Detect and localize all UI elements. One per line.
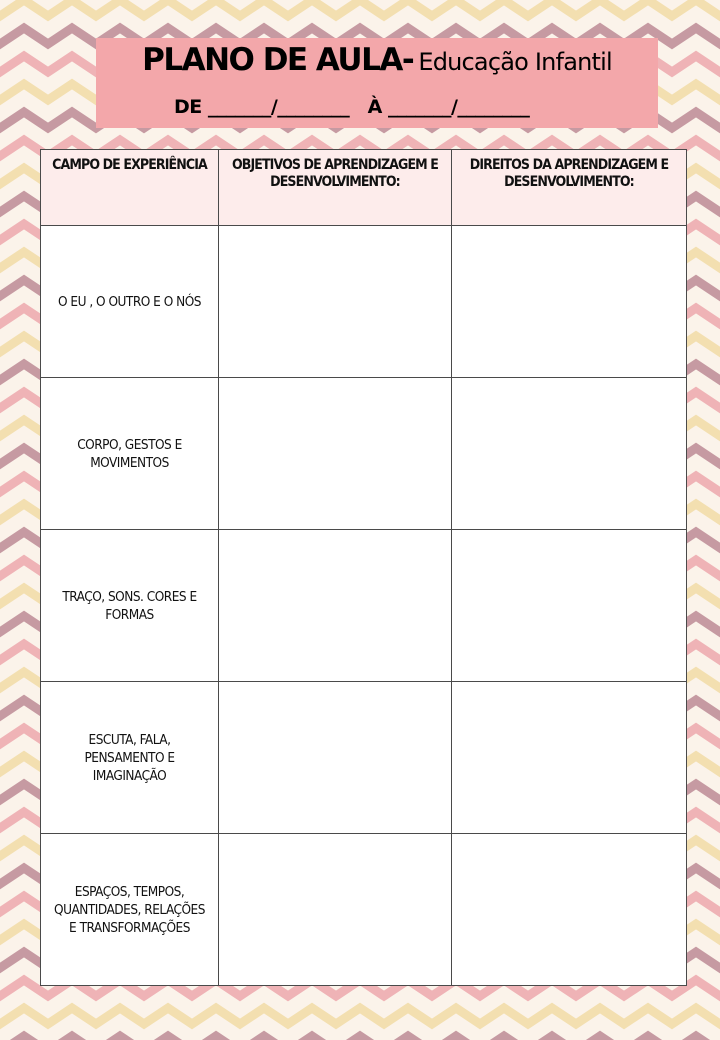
direitos-cell[interactable]: [452, 834, 687, 986]
objetivos-cell[interactable]: [219, 682, 452, 834]
objetivos-cell[interactable]: [219, 530, 452, 682]
objetivos-cell[interactable]: [219, 226, 452, 378]
title-main: PLANO DE AULA: [142, 42, 402, 78]
objetivos-cell[interactable]: [219, 378, 452, 530]
header-objetivos: OBJETIVOS DE APRENDIZAGEM E DESENVOLVIMENTO:: [219, 150, 452, 226]
campo-label: CORPO, GESTOS E MOVIMENTOS: [77, 436, 182, 471]
objetivos-cell[interactable]: [219, 834, 452, 986]
table-row: [41, 834, 687, 986]
campo-label: O EU , O OUTRO E O NÓS: [58, 293, 201, 310]
table-header-row: [41, 150, 687, 226]
table-row: [41, 378, 687, 530]
campo-cell: [41, 834, 219, 986]
table-row: [41, 530, 687, 682]
direitos-cell[interactable]: [452, 378, 687, 530]
direitos-cell[interactable]: [452, 682, 687, 834]
header-direitos: DIREITOS DA APRENDIZAGEM E DESENVOLVIMENTO:: [452, 150, 687, 226]
campo-label: ESCUTA, FALA, PENSAMENTO E IMAGINAÇÃO: [84, 731, 175, 784]
table-row: [41, 682, 687, 834]
campo-label: TRAÇO, SONS. CORES E FORMAS: [62, 588, 197, 623]
campo-cell: [41, 378, 219, 530]
table-row: [41, 226, 687, 378]
direitos-cell[interactable]: [452, 226, 687, 378]
chevron-stripe: [0, 1036, 720, 1040]
title-subtitle: Educação Infantil: [418, 48, 612, 76]
title-separator: -: [401, 42, 414, 78]
campo-cell: [41, 226, 219, 378]
campo-label: ESPAÇOS, TEMPOS, QUANTIDADES, RELAÇÕES E TRANSFORMAÇÕES: [54, 883, 205, 936]
lesson-plan-table: [40, 149, 687, 986]
header-campo: CAMPO DE EXPERIÊNCIA: [41, 150, 219, 226]
title-banner: [96, 38, 658, 128]
date-range-line[interactable]: DE _______/________ À _______/________: [174, 96, 530, 118]
campo-cell: [41, 530, 219, 682]
direitos-cell[interactable]: [452, 530, 687, 682]
campo-cell: [41, 682, 219, 834]
page-title: [96, 42, 658, 78]
